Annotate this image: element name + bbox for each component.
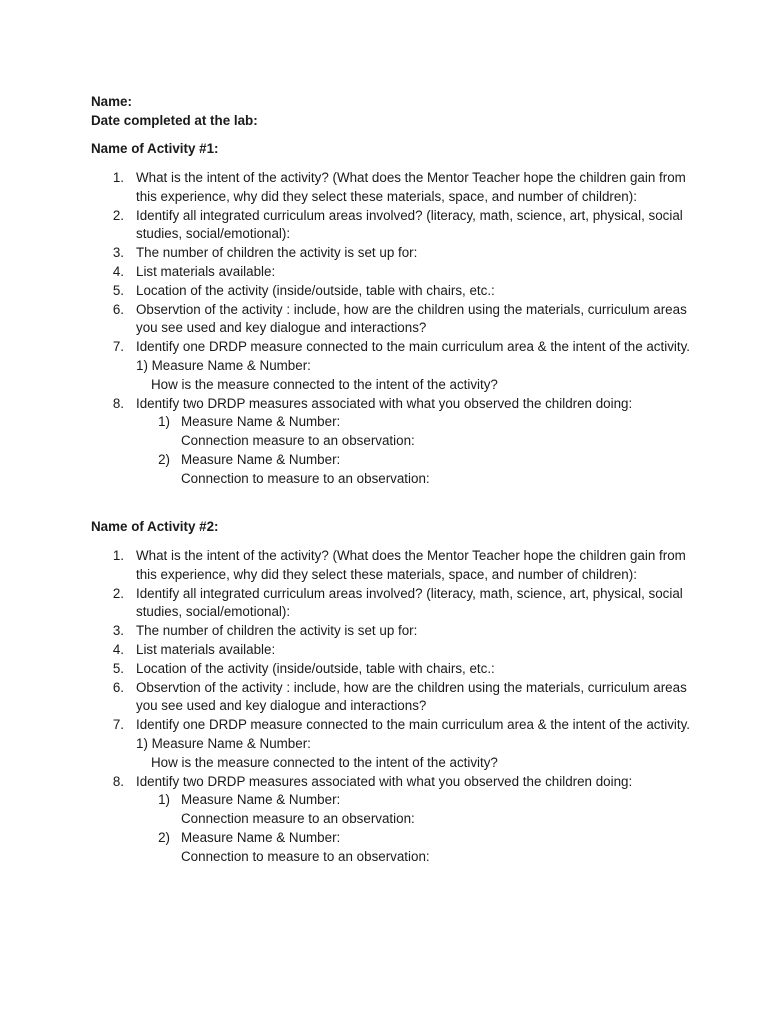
sub-item-number: 1) [158, 414, 170, 430]
list-item-text: this experience, why did they select these materials, space, and number of children): [136, 188, 637, 204]
list-item-text: Identify all integrated curriculum areas involved? (literacy, math, science, art, physical, social [136, 207, 683, 223]
sub-item-number: 1) [158, 792, 170, 808]
list-item-text: Location of the activity (inside/outside, table with chairs, etc.: [136, 282, 495, 298]
list-item-number: 8. [112, 395, 124, 411]
list-item-text: studies, social/emotional): [136, 226, 291, 242]
list-item-text: Identify two DRDP measures associated with what you observed the children doing: [136, 395, 633, 411]
list-item-text: Identify one DRDP measure connected to the main curriculum area & the intent of the activity. [136, 339, 691, 355]
list-item-text: you see used and key dialogue and interactions? [136, 698, 427, 714]
list-item-number: 4. [112, 642, 124, 657]
date-completed-label: Date completed at the lab: [91, 113, 258, 128]
activity-heading: Name of Activity #2: [91, 519, 219, 534]
list-item-text: Identify two DRDP measures associated with what you observed the children doing: [136, 773, 633, 789]
list-item-number: 3. [112, 623, 124, 639]
list-item-text: What is the intent of the activity? (What does the Mentor Teacher hope the children gain from [136, 548, 686, 563]
list-item-number: 1. [112, 548, 124, 563]
sub-item-text: Measure Name & Number: [181, 830, 341, 845]
list-item-text: 1) Measure Name & Number: [136, 358, 311, 373]
list-item-text: The number of children the activity is set up for: [136, 245, 418, 261]
list-item-text: Identify one DRDP measure connected to the main curriculum area & the intent of the activity. [136, 717, 691, 733]
sub-item-number: 2) [158, 830, 170, 845]
list-item-number: 2. [112, 207, 124, 223]
list-item-number: 4. [112, 264, 124, 279]
list-item-number: 3. [112, 245, 124, 261]
list-item-number: 5. [112, 282, 124, 298]
list-item-text: you see used and key dialogue and interactions? [136, 320, 427, 336]
sub-item-number: 2) [158, 452, 170, 467]
sub-item-text: Measure Name & Number: [181, 452, 341, 467]
list-item-text: studies, social/emotional): [136, 604, 291, 620]
list-item-number: 7. [112, 717, 124, 733]
sub-item-text: Connection measure to an observation: [181, 433, 415, 449]
list-item-number: 1. [112, 170, 124, 185]
list-item-text: Observtion of the activity : include, how are the children using the materials, curriculum areas [136, 679, 687, 695]
list-item-text: List materials available: [136, 264, 276, 279]
sub-item-text: Measure Name & Number: [181, 414, 341, 430]
list-item-number: 8. [112, 773, 124, 789]
sub-item-text: Connection measure to an observation: [181, 811, 415, 827]
list-item-text: Identify all integrated curriculum areas involved? (literacy, math, science, art, physical, social [136, 585, 683, 601]
list-item-text: List materials available: [136, 642, 276, 657]
list-item-number: 5. [112, 660, 124, 676]
list-item-text: 1) Measure Name & Number: [136, 736, 311, 751]
list-item-number: 7. [112, 339, 124, 355]
list-item-text: The number of children the activity is set up for: [136, 623, 418, 639]
sub-item-text: Connection to measure to an observation: [181, 848, 430, 864]
sub-item-text: Measure Name & Number: [181, 792, 341, 808]
list-item-text: How is the measure connected to the intent of the activity? [151, 754, 498, 770]
list-item-text: What is the intent of the activity? (What does the Mentor Teacher hope the children gain from [136, 170, 686, 185]
name-label: Name: [91, 94, 132, 109]
list-item-text: Observtion of the activity : include, how are the children using the materials, curriculum areas [136, 301, 687, 317]
list-item-text: Location of the activity (inside/outside, table with chairs, etc.: [136, 660, 495, 676]
list-item-text: How is the measure connected to the intent of the activity? [151, 376, 498, 392]
list-item-number: 2. [112, 585, 124, 601]
sub-item-text: Connection to measure to an observation: [181, 470, 430, 486]
activity-heading: Name of Activity #1: [91, 141, 219, 156]
list-item-number: 6. [112, 679, 124, 695]
list-item-text: this experience, why did they select these materials, space, and number of children): [136, 566, 637, 582]
list-item-number: 6. [112, 301, 124, 317]
